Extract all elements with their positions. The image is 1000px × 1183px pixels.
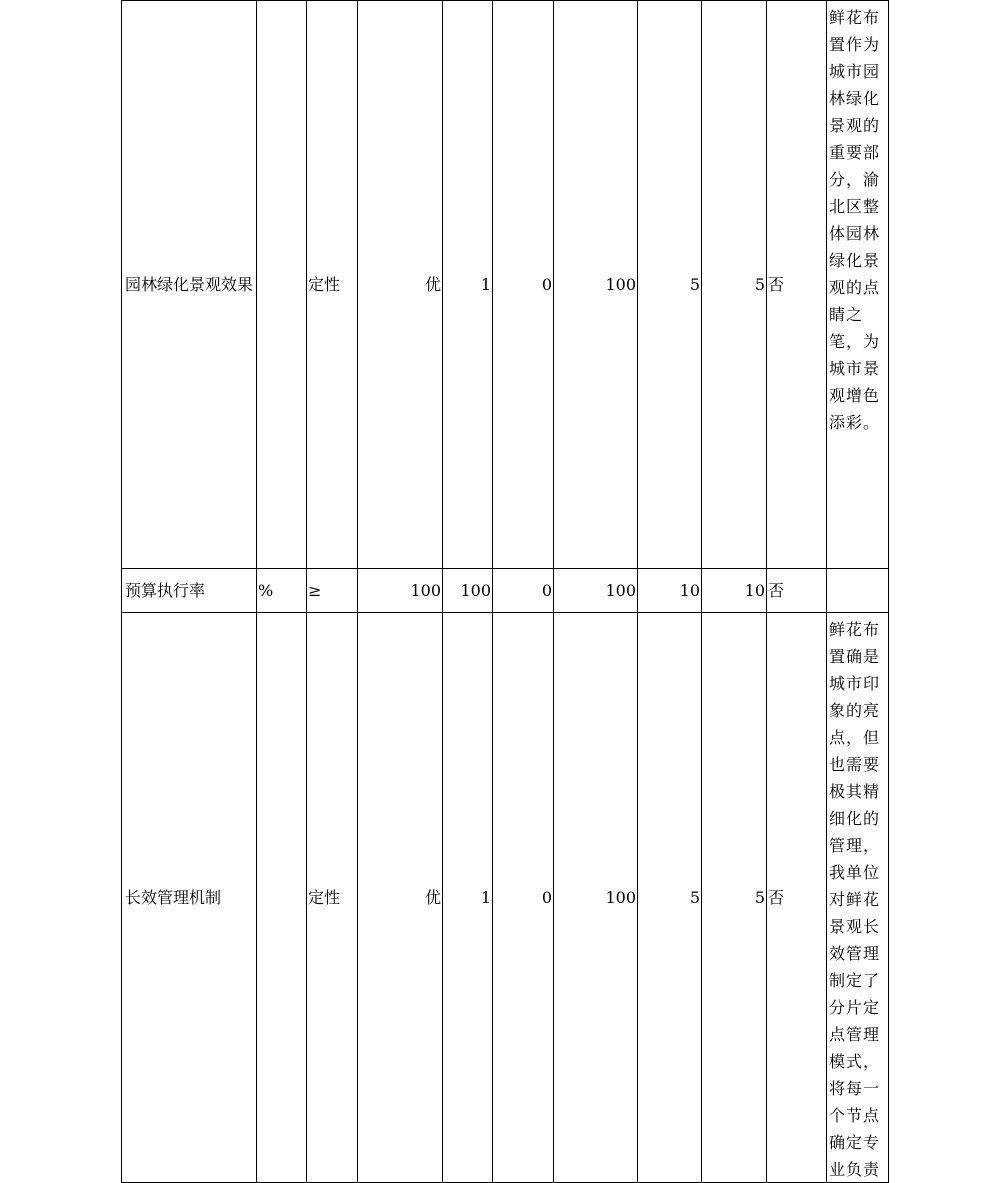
unit-cell: [257, 613, 307, 1183]
target-value: 优: [358, 1, 443, 569]
note-text: 鲜花布置确是城市印象的亮点，但也需要极其精细化的管理，我单位对鲜花景观长效管理制定了分片定点管理模式，将每一个节点确定专业负责: [829, 620, 881, 1179]
note-cell: [827, 613, 889, 1183]
value-cell: 0: [493, 613, 554, 1183]
value-cell: 5: [638, 613, 702, 1183]
target-value: 优: [358, 613, 443, 1183]
flag-cell: 否: [767, 613, 827, 1183]
indicator-name: 园林绿化景观效果: [122, 1, 257, 569]
operator-cell: 定性: [307, 613, 358, 1183]
indicator-name: 预算执行率: [122, 569, 257, 613]
flag-cell: 否: [767, 569, 827, 613]
actual-value: 100: [443, 569, 493, 613]
table-row: [122, 569, 889, 613]
score-cell: 10: [702, 569, 767, 613]
note-wrapper: [827, 613, 888, 1180]
note-text: 鲜花布置作为城市园林绿化景观的重要部分，渝北区整体园林绿化景观的点睛之笔，为城市景观增色添彩。: [829, 8, 881, 432]
note-cell: [827, 1, 889, 569]
table-row: [122, 613, 889, 1183]
actual-value: 1: [443, 613, 493, 1183]
flag-cell: 否: [767, 1, 827, 569]
target-value: 100: [358, 569, 443, 613]
unit-cell: %: [257, 569, 307, 613]
note-cell: [827, 569, 889, 613]
value-cell: 100: [554, 569, 638, 613]
value-cell: 10: [638, 569, 702, 613]
value-cell: 5: [638, 1, 702, 569]
score-cell: 5: [702, 1, 767, 569]
value-cell: 100: [554, 613, 638, 1183]
unit-cell: [257, 1, 307, 569]
operator-cell: 定性: [307, 1, 358, 569]
table-row: [122, 1, 889, 569]
performance-table: [121, 0, 889, 1183]
actual-value: 1: [443, 1, 493, 569]
operator-cell: ≥: [307, 569, 358, 613]
value-cell: 100: [554, 1, 638, 569]
score-cell: 5: [702, 613, 767, 1183]
indicator-name: 长效管理机制: [122, 613, 257, 1183]
note-wrapper: [827, 1, 888, 568]
value-cell: 0: [493, 569, 554, 613]
value-cell: 0: [493, 1, 554, 569]
